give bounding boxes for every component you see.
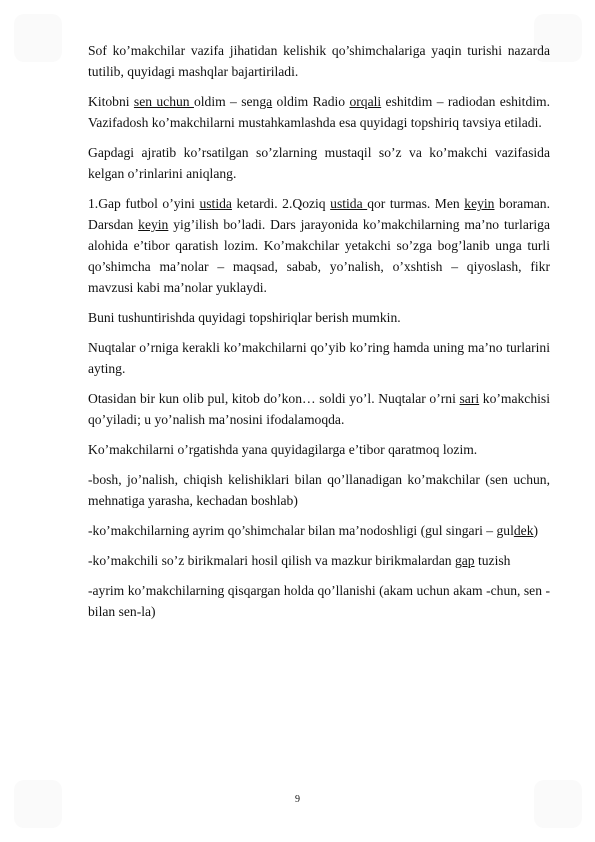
paragraph-4 <box>88 193 550 298</box>
text-run: ko’makchisi qo’yiladi; u yo’nalish ma’nosini ifodalamoqda. <box>88 391 550 427</box>
paragraph-10 <box>88 520 550 541</box>
text-run: Otasidan bir kun olib pul, kitob do’kon… soldi yo’l. Nuqtalar o’rni <box>88 391 460 406</box>
paragraph-2 <box>88 91 550 133</box>
page-number: 9 <box>295 794 300 805</box>
paragraph-5: Buni tushuntirishda quyidagi topshiriqlar berish mumkin. <box>88 310 401 325</box>
paragraph-9: -bosh, jo’nalish, chiqish kelishiklari bilan qo’llanadigan ko’makchilar (sen uchun, mehnatiga yarasha, kechadan boshlab) <box>88 472 550 508</box>
underlined-word: sen uchun <box>133 94 194 109</box>
underlined-word: dek <box>513 523 534 538</box>
underlined-word: keyin <box>464 196 495 211</box>
underlined-word: keyin <box>138 217 169 232</box>
text-run: ) <box>533 523 539 538</box>
watermark-tile <box>14 14 62 62</box>
underlined-word: ga <box>259 94 273 109</box>
paragraph-8: Ko’makchilarni o’rgatishda yana quyidagilarga e’tibor qaratmoq lozim. <box>88 442 478 457</box>
paragraph-6: Nuqtalar o’rniga kerakli ko’makchilarni qo’yib ko’ring hamda uning ma’no turlarini ayting. <box>88 340 550 376</box>
text-run: boraman. Darsdan <box>88 196 550 232</box>
text-run: oldim – sen <box>193 94 260 109</box>
text-run: yig’ilish bo’ladi. Dars jarayonida ko’makchilarning ma’no turlariga alohida e’tibor qaratish lozim. Ko’makchilar yetakchi so’zga bog’lanib unga turli qo’shimcha ma’nolar – maqsad, sabab, yo’nalish, o’xshtish – qiyoslash, fikr mavzusi kabi ma’nolar yuklaydi. <box>88 217 550 295</box>
underlined-word: gap <box>454 553 475 568</box>
underlined-word: ustida <box>330 196 368 211</box>
paragraph-3: Gapdagi ajratib ko’rsatilgan so’zlarning mustaqil so’z va ko’makchi vazifasida kelgan o’rinlarini aniqlang. <box>88 145 550 181</box>
underlined-word: ustida <box>199 196 232 211</box>
text-run: tuzish <box>474 553 511 568</box>
text-run: eshitdim – radiodan eshitdim. Vazifadosh ko’makchilarni mustahkamlashda esa quyidagi topshiriq tavsiya etiladi. <box>88 94 551 130</box>
underlined-word: sari <box>459 391 480 406</box>
underlined-word: orqali <box>349 94 382 109</box>
text-run: Kitobni <box>88 94 134 109</box>
text-run: ketardi. 2.Qoziq <box>231 196 331 211</box>
text-run: qor turmas. Men <box>367 196 465 211</box>
paragraph-7 <box>88 388 550 430</box>
paragraph-11 <box>88 550 550 571</box>
text-run: 1.Gap futbol o’yini <box>88 196 200 211</box>
text-run: -ko’makchilarning ayrim qo’shimchalar bilan ma’nodoshligi (gul singari – gul <box>88 523 514 538</box>
document-page <box>88 40 550 622</box>
text-run: -ko’makchili so’z birikmalari hosil qilish va mazkur birikmalardan <box>88 553 455 568</box>
text-run: oldim Radio <box>272 94 350 109</box>
paragraph-1: Sof ko’makchilar vazifa jihatidan kelishik qo’shimchalariga yaqin turishi nazarda tutilib, quyidagi mashqlar bajartiriladi. <box>88 43 550 79</box>
paragraph-12: -ayrim ko’makchilarning qisqargan holda qo’llanishi (akam uchun akam -chun, sen -bilan sen-la) <box>88 583 550 619</box>
